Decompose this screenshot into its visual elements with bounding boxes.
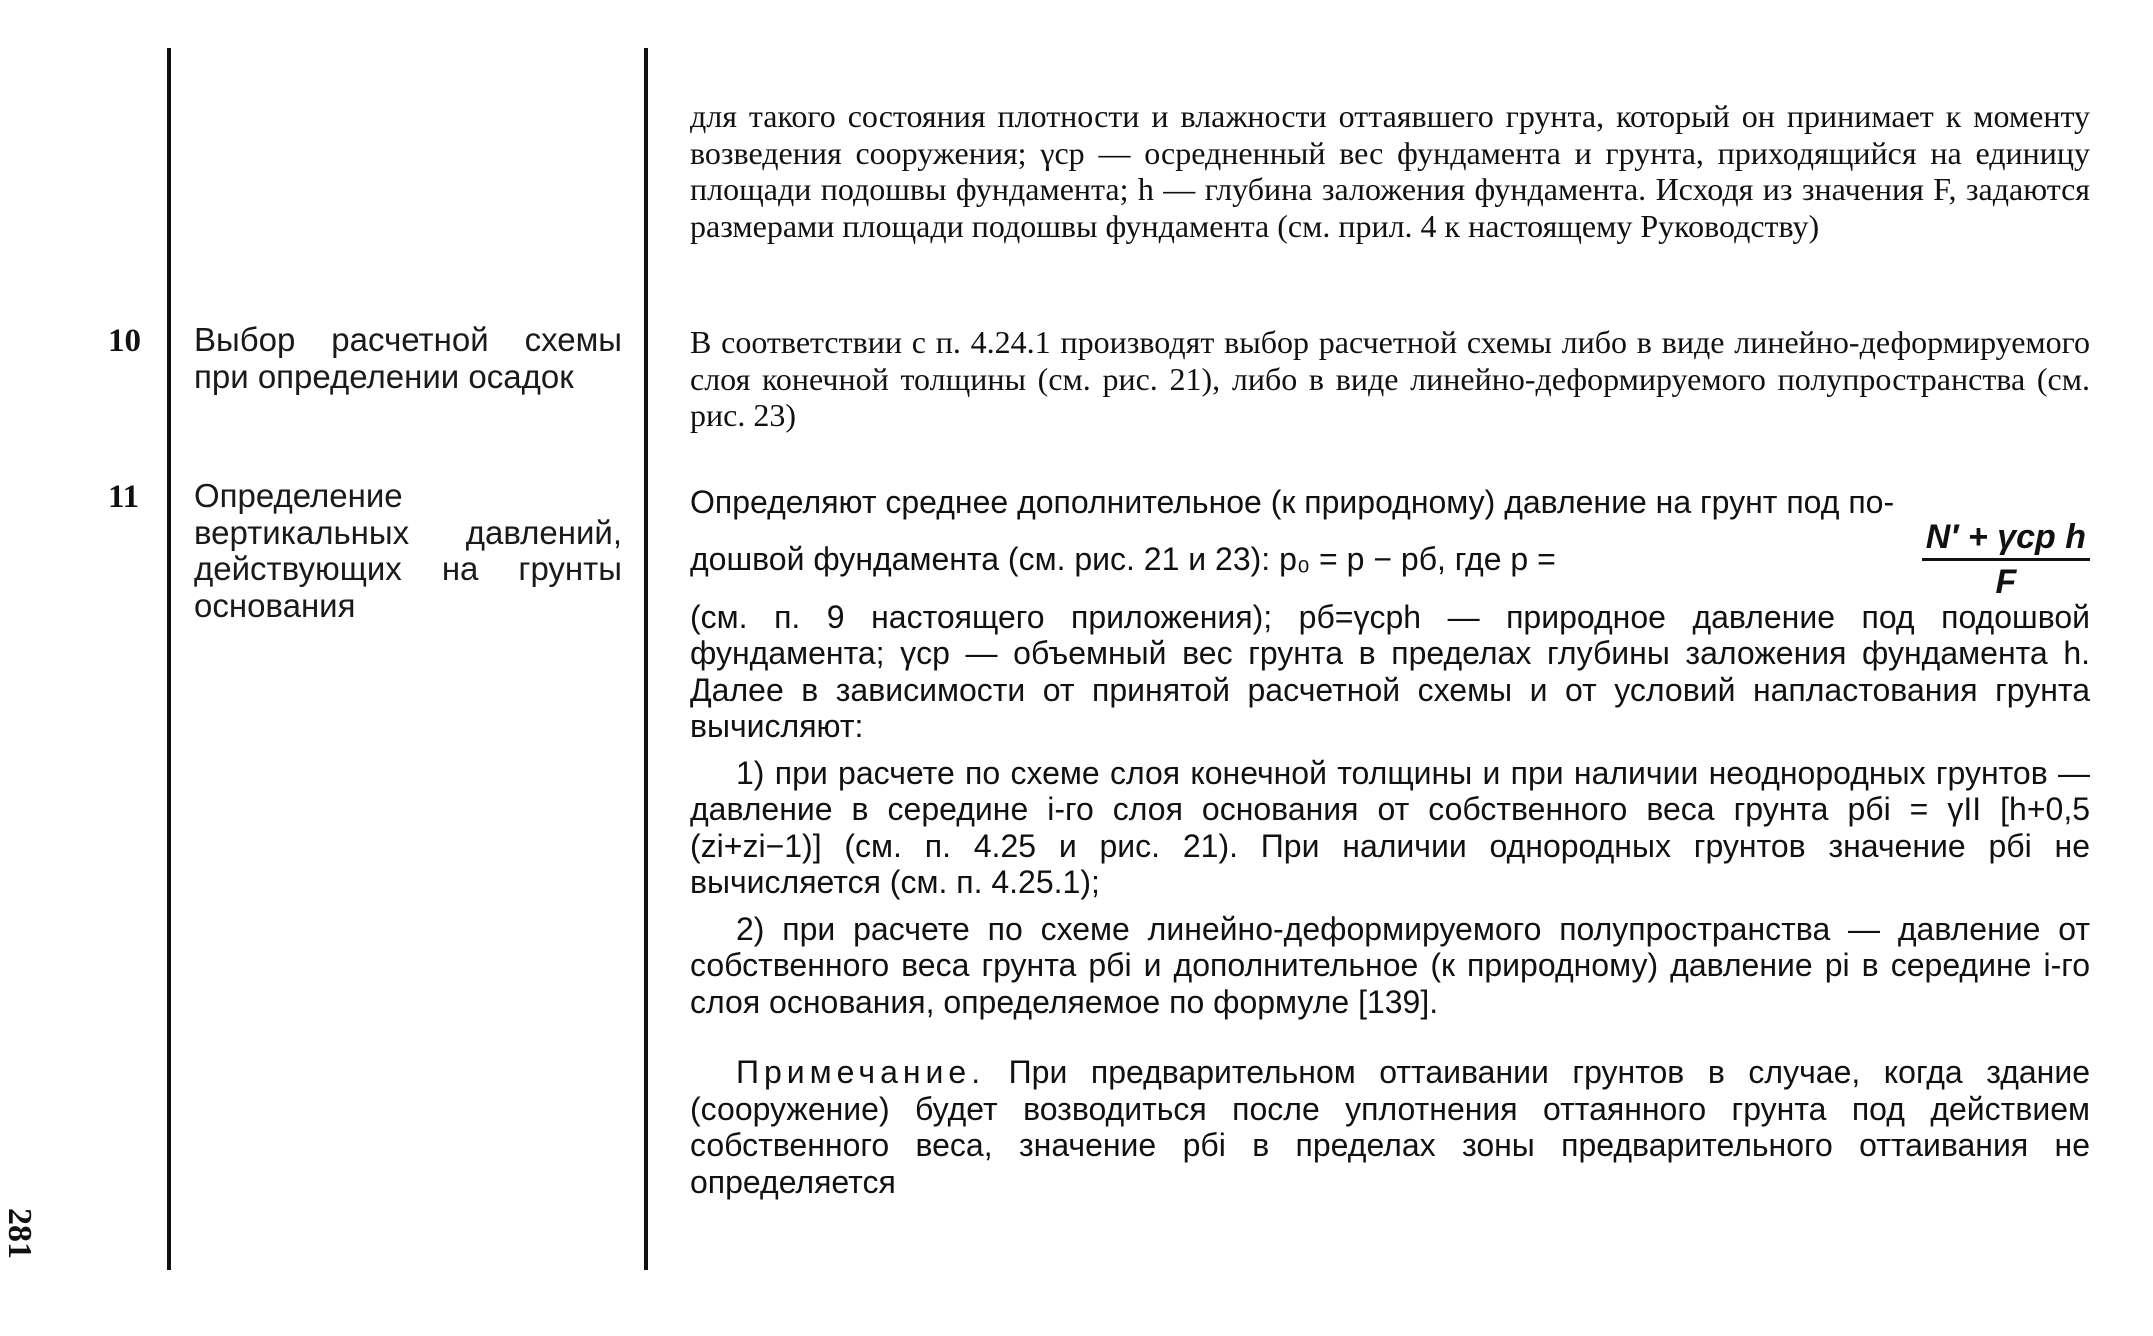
row-11-line1: Определяют среднее дополнительное (к природному) давление на грунт под по- xyxy=(690,484,1895,520)
table-column-divider xyxy=(644,48,648,1270)
formula-denominator: F xyxy=(1995,563,2017,601)
intro-text: для такого состояния плотности и влажности оттаявшего грунта, который он принимает к моменту возведения сооружения; γcp — осредненный вес фундамента и грунта, приходящийся на единицу площади подошвы фундамента; h — глубина заложения фундамента. Исходя из значения F, задаются размерами площади подошвы фундамента (см. прил. 4 к настоящему Руководству) xyxy=(690,98,2090,244)
row-number-10: 10 xyxy=(108,323,141,359)
row-text-11 xyxy=(690,484,2090,1200)
pressure-formula xyxy=(1922,518,2090,601)
row-11-item2: 2) при расчете по схеме линейно-деформируемого полупространства — давление от собственного веса грунта pбi и дополнительное (к природному) давление pi в середине i-го слоя основания, определяемое по формуле [139]. xyxy=(690,910,2090,1020)
formula-numerator: N′ + γcp h xyxy=(1922,518,2090,561)
row-11-item1: 1) при расчете по схеме слоя конечной толщины и при наличии неоднородных грунтов — давление в середине i-го слоя основания от собственного веса грунта pбi = γII [h+0,5 (zi+zi−1)] (см. п. 4.25 и рис. 21). При наличии однородных грунтов значение pбi не вычисляется (см. п. 4.25.1); xyxy=(690,754,2090,900)
row-11-paragraph: (см. п. 9 настоящего приложения); pб=γcph — природное давление под подошвой фундамента; γcp — объемный вес грунта в пределах глубины заложения фундамента h. Далее в зависимости от принятой расчетной схемы и от условий напластования грунта вычисляют: xyxy=(690,598,2090,744)
table-left-border xyxy=(167,48,171,1270)
row-10-description: В соответствии с п. 4.24.1 производят выбор расчетной схемы либо в виде линейно-деформируемого слоя конечной толщины (см. рис. 21), либо в виде линейно-деформируемого полупространства (см. рис. 23) xyxy=(690,324,2090,433)
row-label-10: Выбор расчетной схемы при определении осадок xyxy=(194,321,622,395)
row-11-line2: дошвой фундамента (см. рис. 21 и 23): p₀ = p − pб, где p = xyxy=(690,541,1556,578)
intro-paragraph xyxy=(690,98,2090,244)
row-11-note xyxy=(690,1054,2090,1200)
formula-line xyxy=(690,518,2090,601)
note-text: При предварительном оттаивании грунтов в случае, когда здание (сооружение) будет возводиться после уплотнения оттаянного грунта под действием собственного веса, значение pбi в пределах зоны предварительного оттаивания не определяется xyxy=(690,1054,2091,1200)
row-label-11: Определение вертикальных давлений, действующих на грунты основания xyxy=(194,477,622,624)
row-text-10 xyxy=(690,324,2090,434)
row-number-11: 11 xyxy=(108,479,140,515)
page-number: 281 xyxy=(1,1208,38,1259)
note-title: Примечание. xyxy=(736,1054,986,1090)
